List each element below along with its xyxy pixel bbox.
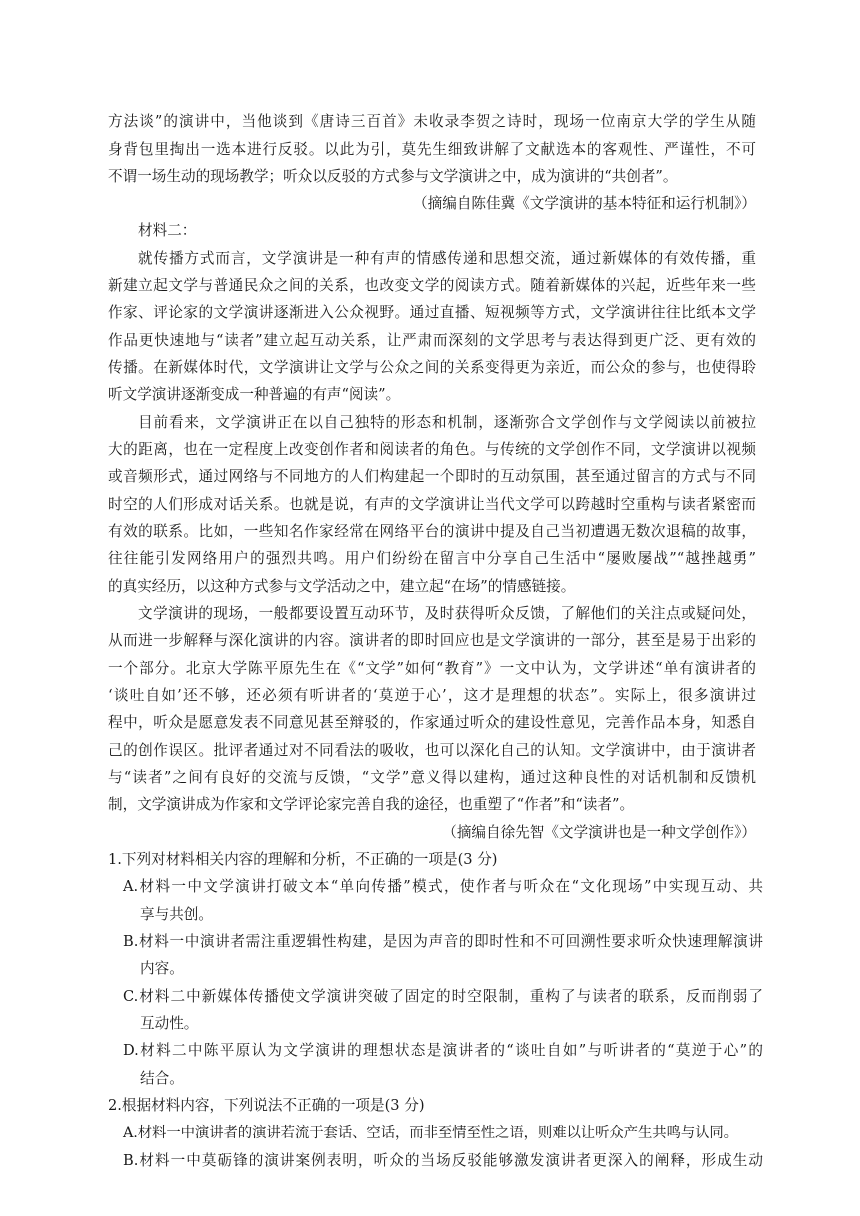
material2-heading: 材料二： [138, 222, 197, 239]
material2-p3-line: ‘谈吐自如’还不够，还必须有听讲者的‘莫逆于心’，这才是理想的状态”。实际上，很多演讲过 [108, 687, 756, 704]
material2-p1-line: 传播。在新媒体时代，文学演讲让文学与公众之间的关系变得更为亲近，而公众的参与，也使得聆 [108, 359, 756, 376]
question1-option-c: C.材料二中新媒体传播使文学演讲突破了固定的时空限制，重构了与读者的联系，反而削弱了 [123, 988, 763, 1005]
material2-p1-line: 作品更快速地与“读者”建立起互动关系，让严肃而深刻的文学思考与表达得到更广泛、更有效的 [108, 332, 756, 349]
question2-option-b: B.材料一中莫砺锋的演讲案例表明，听众的当场反驳能够激发演讲者更深入的阐释，形成生动 [123, 1152, 763, 1169]
question1-option-b: B.材料一中演讲者需注重逻辑性构建，是因为声音的即时性和不可回溯性要求听众快速理解演讲 [123, 933, 763, 950]
material2-p1-line: 听文学演讲逐渐变成一种普遍的有声“阅读”。 [108, 386, 401, 403]
material2-p3-line: 程中，听众是愿意发表不同意见甚至辩驳的，作家通过听众的建设性意见，完善作品本身，知悉自 [108, 714, 756, 731]
question1-option-b-cont: 内容。 [140, 960, 184, 977]
material1-source: （摘编自陈佳冀《文学演讲的基本特征和运行机制》） [413, 195, 756, 212]
material1-line: 方法谈”的演讲中，当他谈到《唐诗三百首》未收录李贺之诗时，现场一位南京大学的学生从随 [108, 113, 756, 130]
material2-p2-line: 大的距离，也在一定程度上改变创作者和阅读者的角色。与传统的文学创作不同，文学演讲以视频 [108, 441, 756, 458]
question1-option-d: D.材料二中陈平原认为文学演讲的理想状态是演讲者的“谈吐自如”与听讲者的“莫逆于心”的 [123, 1042, 763, 1059]
question1-stem: 1.下列对材料相关内容的理解和分析，不正确的一项是(3 分) [108, 851, 498, 868]
material2-p1-line: 新建立起文学与普通民众之间的关系，也改变文学的阅读方式。随着新媒体的兴起，近些年来一些 [108, 277, 756, 294]
material2-p1-line: 作家、评论家的文学演讲逐渐进入公众视野。通过直播、短视频等方式，文学演讲往往比纸本文学 [108, 304, 756, 321]
material2-p2-line: 往往能引发网络用户的强烈共鸣。用户们纷纷在留言中分享自己生活中“屡败屡战”“越挫越勇” [108, 550, 756, 567]
question1-option-a: A.材料一中文学演讲打破文本“单向传播”模式，使作者与听众在“文化现场”中实现互动、共 [123, 878, 763, 895]
material2-p3-line: 制，文学演讲成为作家和文学评论家完善自我的途径，也重塑了“作者”和“读者”。 [108, 796, 635, 813]
material2-p1-line: 就传播方式而言，文学演讲是一种有声的情感传递和思想交流，通过新媒体的有效传播，重 [138, 250, 756, 267]
material2-p3-line: 从而进一步解释与深化演讲的内容。演讲者的即时回应也是文学演讲的一部分，甚至是易于出彩的 [108, 632, 756, 649]
question1-option-c-cont: 互动性。 [140, 1015, 199, 1032]
material2-p2-line: 时空的人们形成对话关系。也就是说，有声的文学演讲让当代文学可以跨越时空重构与读者紧密而 [108, 496, 756, 513]
material1-line: 不谓一场生动的现场教学；听众以反驳的方式参与文学演讲之中，成为演讲的“共创者”。 [108, 168, 678, 185]
material2-p3-line: 己的创作误区。批评者通过对不同看法的吸收，也可以深化自己的认知。文学演讲中，由于演讲者 [108, 742, 756, 759]
question2-stem: 2.根据材料内容，下列说法不正确的一项是(3 分) [108, 1097, 425, 1114]
material2-p3-line: 与“读者”之间有良好的交流与反馈，“文学”意义得以建构，通过这种良性的对话机制和反馈机 [108, 769, 756, 786]
material2-p3-line: 一个部分。北京大学陈平原先生在《“文学”如何“教育”》一文中认为，文学讲述“单有演讲者的 [108, 660, 756, 677]
material2-p3-line: 文学演讲的现场，一般都要设置互动环节，及时获得听众反馈，了解他们的关注点或疑问处， [138, 605, 756, 622]
material2-p2-line: 或音频形式，通过网络与不同地方的人们构建起一个即时的互动氛围，甚至通过留言的方式与不同 [108, 468, 756, 485]
material1-line: 身背包里掏出一选本进行反驳。以此为引，莫先生细致讲解了文献选本的客观性、严谨性，不可 [108, 141, 756, 158]
material2-p2-line: 有效的联系。比如，一些知名作家经常在网络平台的演讲中提及自己当初遭遇无数次退稿的故事， [108, 523, 756, 540]
question1-option-d-cont: 结合。 [140, 1070, 184, 1087]
material2-source: （摘编自徐先智《文学演讲也是一种文学创作》） [442, 824, 756, 841]
question2-option-a: A.材料一中演讲者的演讲若流于套话、空话，而非至情至性之语，则难以让听众产生共鸣与认同。 [123, 1125, 738, 1141]
question1-option-a-cont: 享与共创。 [140, 906, 213, 923]
material2-p2-line: 目前看来，文学演讲正在以自己独特的形态和机制，逐渐弥合文学创作与文学阅读以前被拉 [138, 414, 756, 431]
material2-p2-line: 的真实经历，以这种方式参与文学活动之中，建立起“在场”的情感链接。 [108, 578, 576, 595]
